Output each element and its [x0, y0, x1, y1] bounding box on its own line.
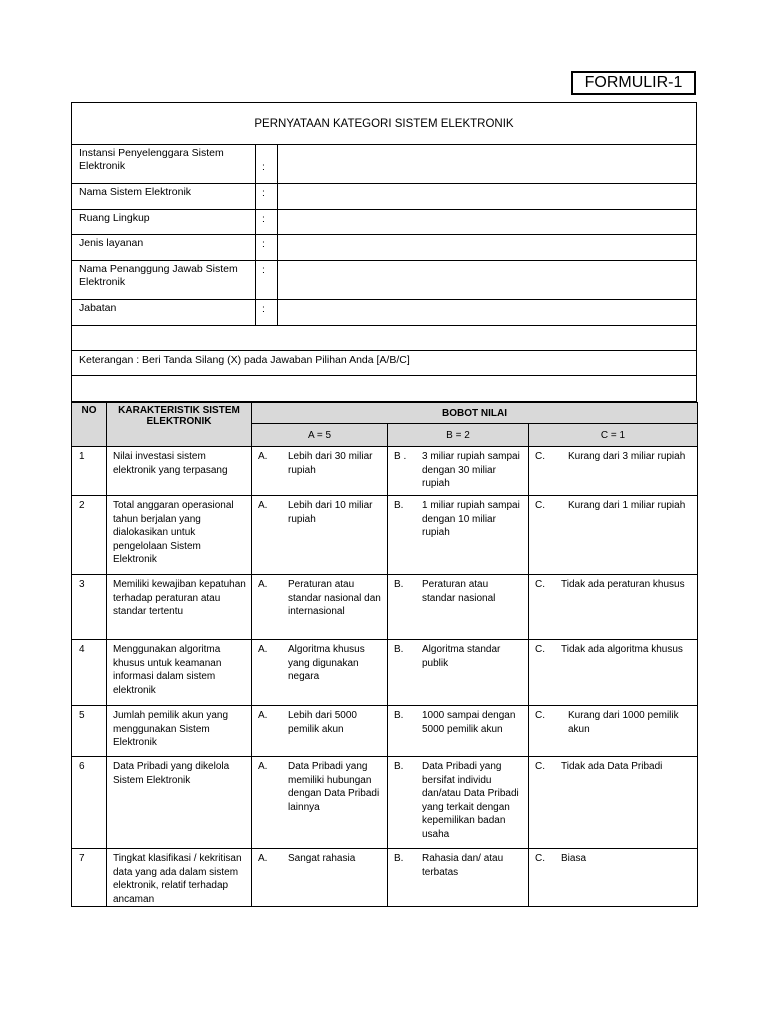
- option-c-cell[interactable]: [529, 849, 698, 907]
- option-b-cell[interactable]: [388, 706, 529, 757]
- table-row: [72, 849, 698, 907]
- form-code-box: FORMULIR-1: [571, 71, 696, 95]
- option-letter: B.: [394, 761, 404, 772]
- col-header-b: B = 2: [388, 424, 529, 447]
- row-karakteristik: Total anggaran operasional tahun berjalan yang dialokasikan untuk pengelolaan Sistem Elektronik: [107, 496, 252, 575]
- option-letter: B.: [394, 579, 404, 590]
- option-letter: A.: [258, 761, 268, 772]
- option-a-cell[interactable]: [252, 757, 388, 849]
- option-c-cell[interactable]: [529, 575, 698, 640]
- option-letter: B .: [394, 451, 407, 462]
- option-letter: C.: [535, 644, 545, 655]
- option-c-cell[interactable]: [529, 496, 698, 575]
- option-a-cell[interactable]: [252, 849, 388, 907]
- option-b-cell[interactable]: [388, 757, 529, 849]
- col-header-no: NO: [72, 403, 107, 447]
- field-colon: :: [256, 261, 278, 299]
- option-letter: C.: [535, 853, 545, 864]
- col-header-a: A = 5: [252, 424, 388, 447]
- option-b-cell[interactable]: [388, 640, 529, 706]
- option-a-cell[interactable]: [252, 575, 388, 640]
- option-text: Sangat rahasia: [288, 853, 356, 864]
- row-number: 1: [72, 447, 107, 496]
- category-table: [71, 402, 698, 907]
- table-row: [72, 706, 698, 757]
- identity-section: [71, 102, 697, 402]
- row-number: 4: [72, 640, 107, 706]
- field-row-nama-sistem: [72, 184, 696, 210]
- option-letter: C.: [535, 761, 545, 772]
- penanggung-jawab-input[interactable]: [278, 261, 696, 299]
- form-title: PERNYATAAN KATEGORI SISTEM ELEKTRONIK: [72, 103, 696, 145]
- form-page: [71, 102, 697, 907]
- instansi-input[interactable]: [278, 145, 696, 183]
- field-row-penanggung-jawab: [72, 261, 696, 300]
- option-letter: C.: [535, 710, 545, 721]
- option-text: Data Pribadi yang memiliki hubungan dengan Data Pribadi lainnya: [288, 761, 380, 813]
- option-text: Data Pribadi yang bersifat individu dan/atau Data Pribadi yang terkait dengan kepemilikan badan usaha: [422, 761, 519, 840]
- field-colon: :: [256, 210, 278, 234]
- row-number: 6: [72, 757, 107, 849]
- option-text: Biasa: [561, 853, 587, 864]
- option-b-cell[interactable]: [388, 496, 529, 575]
- option-letter: A.: [258, 579, 268, 590]
- col-header-c: C = 1: [529, 424, 698, 447]
- option-text: 1000 sampai dengan 5000 pemilik akun: [422, 710, 516, 735]
- option-text: 1 miliar rupiah sampai dengan 10 miliar rupiah: [422, 500, 520, 538]
- option-letter: B.: [394, 644, 404, 655]
- field-label: Nama Penanggung Jawab Sistem Elektronik: [72, 261, 256, 299]
- row-karakteristik: Menggunakan algoritma khusus untuk keamanan informasi dalam sistem elektronik: [107, 640, 252, 706]
- option-letter: A.: [258, 644, 268, 655]
- option-letter: A.: [258, 710, 268, 721]
- row-karakteristik: Jumlah pemilik akun yang menggunakan Sistem Elektronik: [107, 706, 252, 757]
- option-letter: C.: [535, 579, 545, 590]
- field-label: Jenis layanan: [72, 235, 256, 260]
- row-number: 2: [72, 496, 107, 575]
- row-karakteristik: Memiliki kewajiban kepatuhan terhadap peraturan atau standar tertentu: [107, 575, 252, 640]
- option-c-cell[interactable]: [529, 757, 698, 849]
- option-text: Rahasia dan/ atau terbatas: [422, 853, 504, 878]
- field-row-ruang-lingkup: [72, 210, 696, 235]
- row-number: 5: [72, 706, 107, 757]
- field-label: Instansi Penyelenggara Sistem Elektronik: [72, 145, 256, 183]
- ruang-lingkup-input[interactable]: [278, 210, 696, 234]
- option-letter: A.: [258, 500, 268, 511]
- row-karakteristik: Data Pribadi yang dikelola Sistem Elektronik: [107, 757, 252, 849]
- jabatan-input[interactable]: [278, 300, 696, 325]
- option-letter: B.: [394, 500, 404, 511]
- option-b-cell[interactable]: [388, 849, 529, 907]
- option-c-cell[interactable]: [529, 447, 698, 496]
- option-text: Kurang dari 3 miliar rupiah: [568, 451, 686, 462]
- option-text: Kurang dari 1000 pemilik akun: [568, 710, 679, 735]
- field-label: Ruang Lingkup: [72, 210, 256, 234]
- option-text: Tidak ada algoritma khusus: [561, 644, 683, 655]
- option-letter: A.: [258, 853, 268, 864]
- option-text: Tidak ada Data Pribadi: [561, 761, 663, 772]
- nama-sistem-input[interactable]: [278, 184, 696, 209]
- option-text: Peraturan atau standar nasional: [422, 579, 496, 604]
- option-letter: C.: [535, 451, 545, 462]
- option-text: Tidak ada peraturan khusus: [561, 579, 685, 590]
- row-karakteristik: Tingkat klasifikasi / kekritisan data yang ada dalam sistem elektronik, relatif terhadap ancaman: [107, 849, 252, 907]
- option-a-cell[interactable]: [252, 706, 388, 757]
- option-letter: A.: [258, 451, 268, 462]
- row-karakteristik: Nilai investasi sistem elektronik yang terpasang: [107, 447, 252, 496]
- field-row-instansi: [72, 145, 696, 184]
- option-text: Lebih dari 10 miliar rupiah: [288, 500, 373, 525]
- option-c-cell[interactable]: [529, 706, 698, 757]
- option-letter: C.: [535, 500, 545, 511]
- row-number: 3: [72, 575, 107, 640]
- option-c-cell[interactable]: [529, 640, 698, 706]
- row-number: 7: [72, 849, 107, 907]
- field-label: Jabatan: [72, 300, 256, 325]
- field-colon: :: [256, 184, 278, 209]
- option-a-cell[interactable]: [252, 496, 388, 575]
- col-header-bobot: BOBOT NILAI: [252, 403, 698, 424]
- table-row: [72, 640, 698, 706]
- field-colon: :: [256, 300, 278, 325]
- field-label: Nama Sistem Elektronik: [72, 184, 256, 209]
- table-row: [72, 496, 698, 575]
- blank-row: [72, 376, 696, 402]
- option-text: 3 miliar rupiah sampai dengan 30 miliar rupiah: [422, 451, 520, 489]
- option-letter: B.: [394, 853, 404, 864]
- option-text: Kurang dari 1 miliar rupiah: [568, 500, 686, 511]
- option-letter: B.: [394, 710, 404, 721]
- field-colon: :: [256, 235, 278, 260]
- option-text: Lebih dari 30 miliar rupiah: [288, 451, 373, 476]
- option-text: Algoritma standar publik: [422, 644, 501, 669]
- blank-row: [72, 326, 696, 351]
- option-b-cell[interactable]: [388, 447, 529, 496]
- table-row: [72, 447, 698, 496]
- option-a-cell[interactable]: [252, 447, 388, 496]
- field-row-jenis-layanan: [72, 235, 696, 261]
- instruction-note: Keterangan : Beri Tanda Silang (X) pada Jawaban Pilihan Anda [A/B/C]: [72, 351, 696, 376]
- option-text: Peraturan atau standar nasional dan internasional: [288, 579, 381, 617]
- jenis-layanan-input[interactable]: [278, 235, 696, 260]
- option-b-cell[interactable]: [388, 575, 529, 640]
- table-row: [72, 757, 698, 849]
- col-header-karakteristik: KARAKTERISTIK SISTEM ELEKTRONIK: [107, 403, 252, 447]
- option-text: Algoritma khusus yang digunakan negara: [288, 644, 365, 682]
- field-colon: :: [256, 145, 278, 183]
- option-text: Lebih dari 5000 pemilik akun: [288, 710, 357, 735]
- table-row: [72, 575, 698, 640]
- field-row-jabatan: [72, 300, 696, 326]
- option-a-cell[interactable]: [252, 640, 388, 706]
